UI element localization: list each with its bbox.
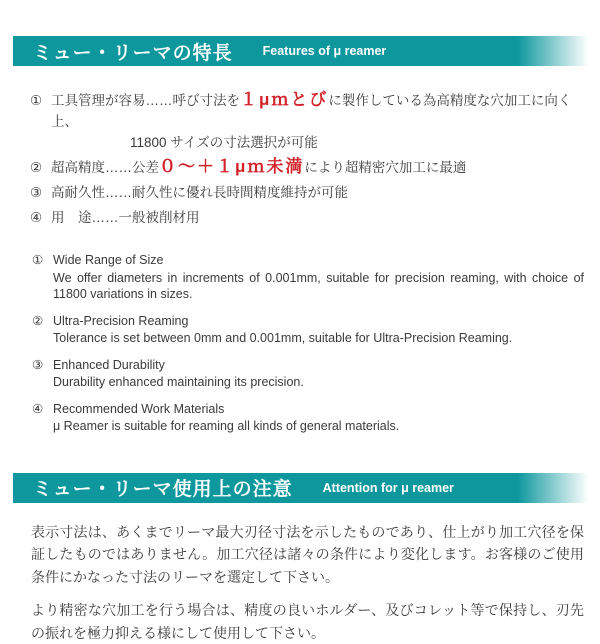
item-text-pre: 超高精度……公差 — [51, 160, 159, 175]
item-highlight: １μｍとび — [240, 90, 328, 109]
features-list-japanese — [30, 90, 584, 228]
item-text-pre: 工具管理が容易……呼び寸法を — [51, 93, 240, 108]
item-title: Enhanced Durability — [53, 357, 584, 374]
feature-item-jp-4 — [30, 207, 584, 228]
item-number: ③ — [32, 357, 49, 391]
item-number: ④ — [32, 401, 49, 435]
feature-item-en-4 — [32, 401, 584, 435]
feature-item-jp-1 — [30, 90, 584, 153]
item-text-post: に製作している為高精度な穴加工に向く上、 — [51, 93, 571, 129]
attention-header-bar — [13, 473, 600, 503]
feature-item-en-2 — [32, 313, 584, 347]
item-text — [51, 157, 584, 178]
features-title-en: Features of μ reamer — [263, 44, 387, 58]
attention-text-block — [31, 521, 584, 644]
item-body: Tolerance is set between 0mm and 0.001mm, suitable for Ultra-Precision Reaming. — [53, 330, 584, 347]
features-header-bar — [13, 36, 600, 66]
item-text-pre: 高耐久性……耐久性に優れ長時間精度維持が可能 — [51, 185, 348, 200]
item-text — [51, 90, 584, 153]
item-highlight: ０～＋１μｍ未満 — [159, 157, 304, 176]
item-number: ① — [30, 90, 48, 153]
features-list-english — [32, 252, 584, 435]
attention-paragraph-2: より精密な穴加工を行う場合は、精度の良いホルダー、及びコレット等で保持し、刃先の振れを極力抑える様にして使用して下さい。 — [31, 599, 584, 644]
item-title: Recommended Work Materials — [53, 401, 584, 418]
item-number: ③ — [30, 182, 48, 203]
item-text-line2: 11800 サイズの寸法選択が可能 — [51, 132, 584, 153]
item-number: ④ — [30, 207, 48, 228]
item-title: Wide Range of Size — [53, 252, 584, 269]
feature-item-jp-2 — [30, 157, 584, 178]
item-number: ② — [30, 157, 48, 178]
item-body: Durability enhanced maintaining its precision. — [53, 374, 584, 391]
item-text-post: により超精密穴加工に最適 — [304, 160, 466, 175]
attention-title-jp: ミュー・リーマ使用上の注意 — [33, 474, 293, 501]
item-body: We offer diameters in increments of 0.001mm, suitable for precision reaming, with choice of 11800 variations in sizes. — [53, 270, 584, 303]
feature-item-en-3 — [32, 357, 584, 391]
feature-item-jp-3 — [30, 182, 584, 203]
attention-title-en: Attention for μ reamer — [323, 481, 454, 495]
item-title: Ultra-Precision Reaming — [53, 313, 584, 330]
item-text-pre: 用 途……一般被削材用 — [51, 210, 200, 225]
item-body: μ Reamer is suitable for reaming all kinds of general materials. — [53, 418, 584, 435]
feature-item-en-1 — [32, 252, 584, 303]
features-title-jp: ミュー・リーマの特長 — [33, 38, 233, 65]
attention-paragraph-1: 表示寸法は、あくまでリーマ最大刃径寸法を示したものであり、仕上がり加工穴径を保証したものではありません。加工穴径は諸々の条件により変化します。お客様のご使用条件にかなった寸法のリーマを選定して下さい。 — [31, 521, 584, 589]
item-number: ① — [32, 252, 49, 303]
item-text — [51, 182, 584, 203]
item-text — [51, 207, 584, 228]
item-number: ② — [32, 313, 49, 347]
